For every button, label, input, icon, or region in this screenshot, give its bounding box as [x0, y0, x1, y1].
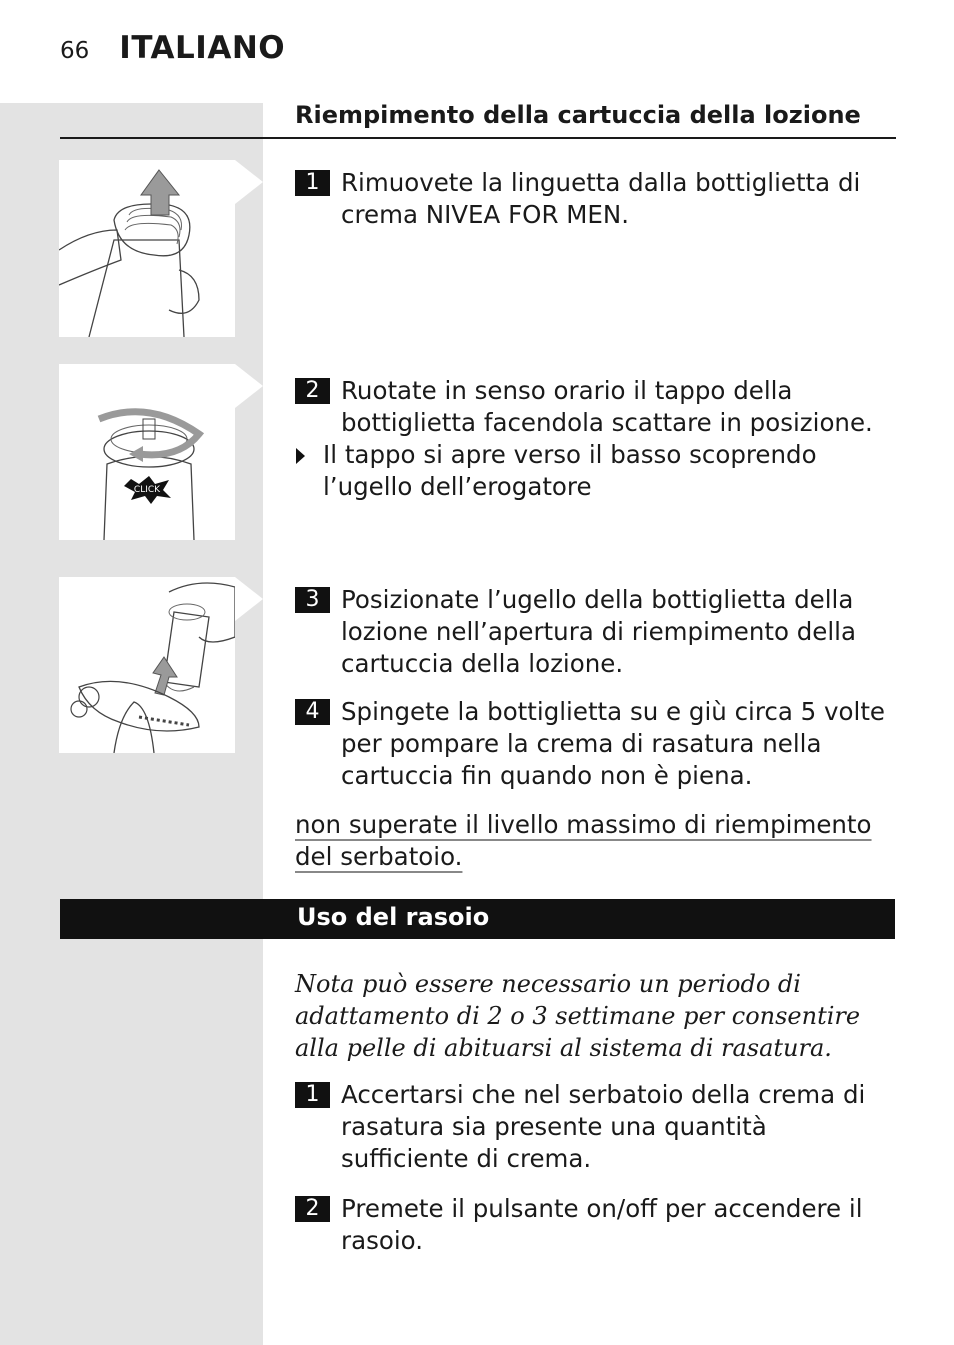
section-rule — [60, 137, 896, 139]
section-title-shaver-use: Uso del rasoio — [297, 903, 490, 931]
page-number: 66 — [60, 38, 90, 64]
bottle-cap-illustration — [59, 364, 235, 540]
warning-note — [295, 809, 895, 873]
bullet-marker-icon — [296, 448, 305, 464]
language-heading: ITALIANO — [119, 30, 286, 66]
figure-pointer — [235, 577, 263, 621]
figure-rotate-cap — [59, 364, 235, 540]
step-number: 2 — [295, 378, 330, 404]
click-label: CLICK — [133, 485, 161, 495]
warning-text: non superate il livello massimo di riempimento del serbatoio. — [295, 810, 872, 871]
adaptation-note: Nota può essere necessario un periodo di adattamento di 2 o 3 settimane per consentire alla pelle di abituarsi al sistema di rasatura. — [295, 970, 861, 1062]
section-bar-shaver-use — [60, 899, 895, 939]
result-bullet — [295, 439, 895, 503]
step-text: Premete il pulsante on/off per accendere il rasoio. — [341, 1194, 863, 1255]
step-number: 3 — [295, 587, 330, 613]
step-4 — [295, 696, 895, 792]
step-2 — [295, 375, 895, 439]
figure-pointer — [235, 364, 263, 408]
step-1-use — [295, 1079, 895, 1175]
bottle-tab-illustration — [59, 160, 235, 337]
step-text: Rimuovete la linguetta dalla bottiglietta di crema NIVEA FOR MEN. — [341, 168, 861, 229]
step-number: 1 — [295, 170, 330, 196]
page-header — [60, 30, 285, 80]
step-number: 2 — [295, 1196, 330, 1222]
step-text: Posizionate l’ugello della bottiglietta della lozione nell’apertura di riempimento della cartuccia della lozione. — [341, 585, 856, 678]
figure-remove-tab — [59, 160, 235, 337]
step-number: 4 — [295, 699, 330, 725]
result-text: Il tappo si apre verso il basso scoprendo l’ugello dell’erogatore — [323, 440, 817, 501]
filling-illustration — [59, 577, 235, 753]
step-text: Accertarsi che nel serbatoio della crema di rasatura sia presente una quantità sufficiente di crema. — [341, 1080, 866, 1173]
step-text: Spingete la bottiglietta su e giù circa 5 volte per pompare la crema di rasatura nella cartuccia fin quando non è piena. — [341, 697, 886, 790]
step-2-use — [295, 1193, 895, 1257]
step-3 — [295, 584, 895, 680]
step-number: 1 — [295, 1082, 330, 1108]
figure-fill-cartridge — [59, 577, 235, 753]
step-1 — [295, 167, 895, 231]
section-title-refill: Riempimento della cartuccia della lozione — [295, 101, 861, 129]
figure-pointer — [235, 160, 263, 204]
step-text: Ruotate in senso orario il tappo della bottiglietta facendola scattare in posizione. — [341, 376, 873, 437]
